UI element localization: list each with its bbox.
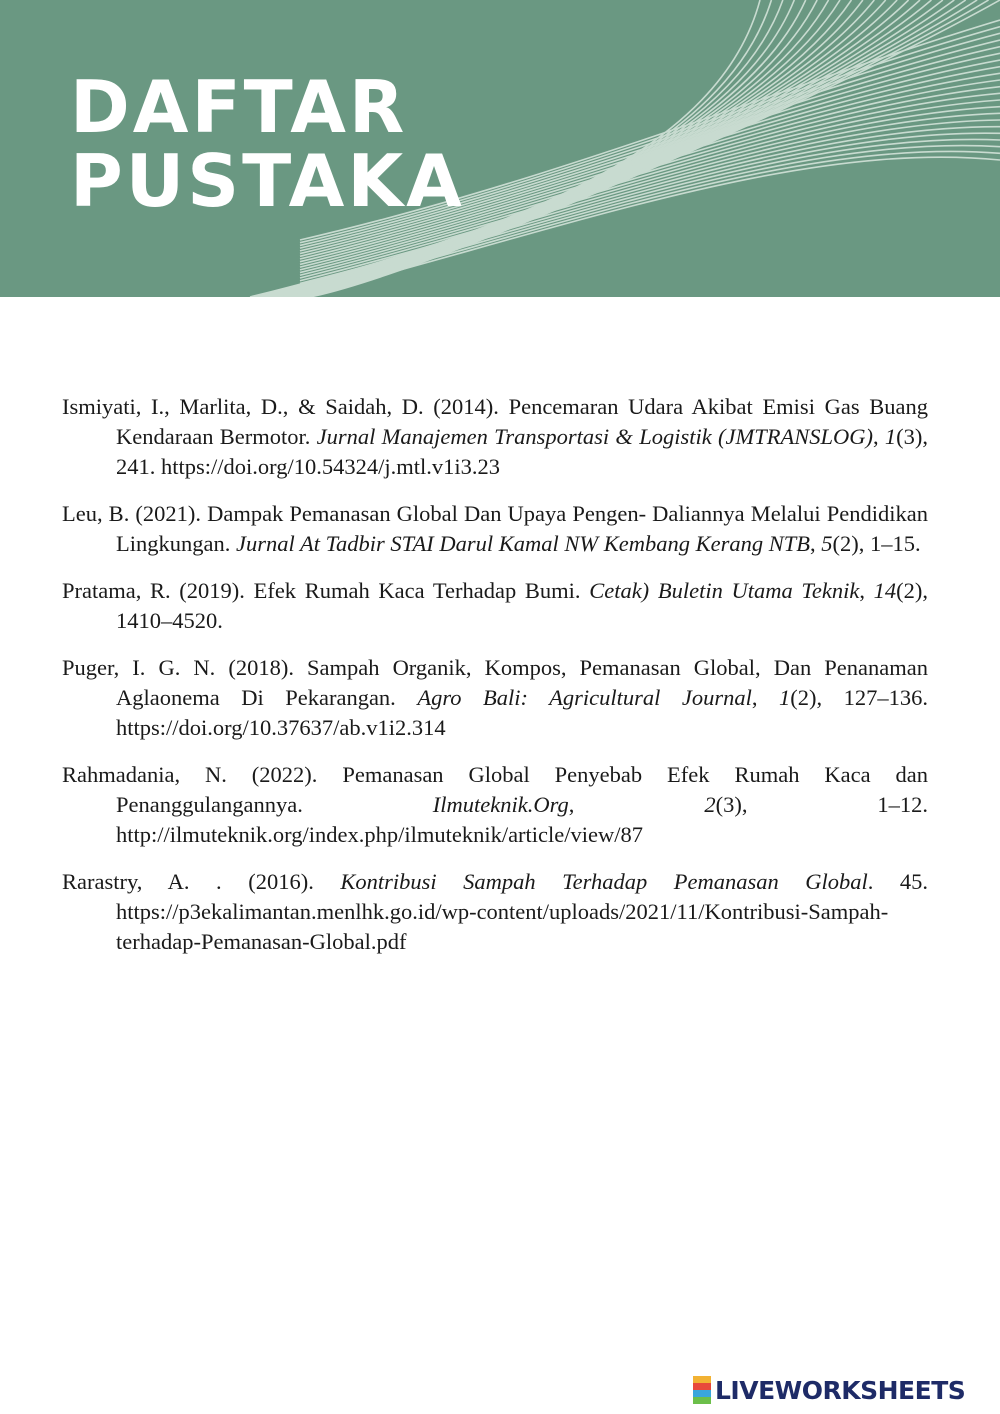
- liveworksheets-watermark: [693, 1374, 965, 1406]
- ref-journal: Jurnal Manajemen Transportasi & Logistik (JMTRANSLOG): [316, 424, 873, 449]
- ref-volume: 14: [873, 578, 897, 603]
- ref-journal: Ilmuteknik.Org: [432, 792, 569, 817]
- ref-volume: 2: [704, 792, 716, 817]
- reference-entry: [62, 653, 928, 743]
- title-line-2: PUSTAKA: [70, 139, 465, 223]
- ref-text: Leu, B. (2021). Dampak Pemanasan Global Dan Upaya Pengen- Daliannya Melalui Pendidikan Lingkungan.: [62, 501, 928, 556]
- reference-list: [62, 392, 928, 974]
- ref-text: Rahmadania, N. (2022). Pemanasan Global Penyebab Efek Rumah Kaca dan Penanggulangannya.: [62, 762, 928, 817]
- ref-text: ,: [872, 424, 885, 449]
- reference-entry: [62, 576, 928, 636]
- ref-volume: 1: [884, 424, 897, 449]
- page-title: [70, 65, 465, 223]
- ref-text: (2), 1410–4520.: [116, 578, 928, 633]
- ref-journal: Jurnal At Tadbir STAI Darul Kamal NW Kembang Kerang NTB: [235, 531, 810, 556]
- ref-journal: Cetak) Buletin Utama Teknik: [589, 578, 860, 603]
- ref-text: ,: [810, 531, 822, 556]
- ref-text: Ismiyati, I., Marlita, D., & Saidah, D. (2014). Pencemaran Udara Akibat Emisi Gas Buang Kendaraan Bermotor.: [62, 394, 928, 449]
- ref-text: ,: [751, 685, 779, 710]
- ref-text: Rarastry, A. . (2016).: [62, 869, 341, 894]
- ref-text: ,: [568, 792, 705, 817]
- ref-journal: Agro Bali: Agricultural Journal: [417, 685, 752, 710]
- liveworksheets-logo-icon: [693, 1376, 711, 1404]
- ref-volume: 5: [821, 531, 833, 556]
- title-line-1: DAFTAR: [70, 65, 408, 149]
- ref-text: . 45. https://p3ekalimantan.menlhk.go.id/wp-content/uploads/2021/11/Kontribusi-Sampah-terhadap-Pemanasan-Global.pdf: [116, 869, 929, 954]
- ref-text: Pratama, R. (2019). Efek Rumah Kaca Terhadap Bumi.: [62, 578, 590, 603]
- ref-text: (3), 241. https://doi.org/10.54324/j.mtl.v1i3.23: [116, 424, 929, 479]
- ref-book-title: Kontribusi Sampah Terhadap Pemanasan Global: [340, 869, 868, 894]
- reference-entry: [62, 499, 928, 559]
- ref-text: (3), 1–12. http://ilmuteknik.org/index.php/ilmuteknik/article/view/87: [116, 792, 928, 847]
- header-banner: [0, 0, 1000, 297]
- watermark-text: LIVEWORKSHEETS: [715, 1375, 966, 1405]
- ref-volume: 1: [779, 685, 791, 710]
- ref-text: Puger, I. G. N. (2018). Sampah Organik, Kompos, Pemanasan Global, Dan Penanaman Aglaonema Di Pekarangan.: [62, 655, 928, 710]
- reference-entry: [62, 392, 928, 482]
- ref-text: (2), 1–15.: [832, 531, 921, 556]
- ref-text: ,: [859, 578, 874, 603]
- reference-entry: [62, 867, 928, 957]
- ref-text: (2), 127–136. https://doi.org/10.37637/ab.v1i2.314: [116, 685, 928, 740]
- reference-entry: [62, 760, 928, 850]
